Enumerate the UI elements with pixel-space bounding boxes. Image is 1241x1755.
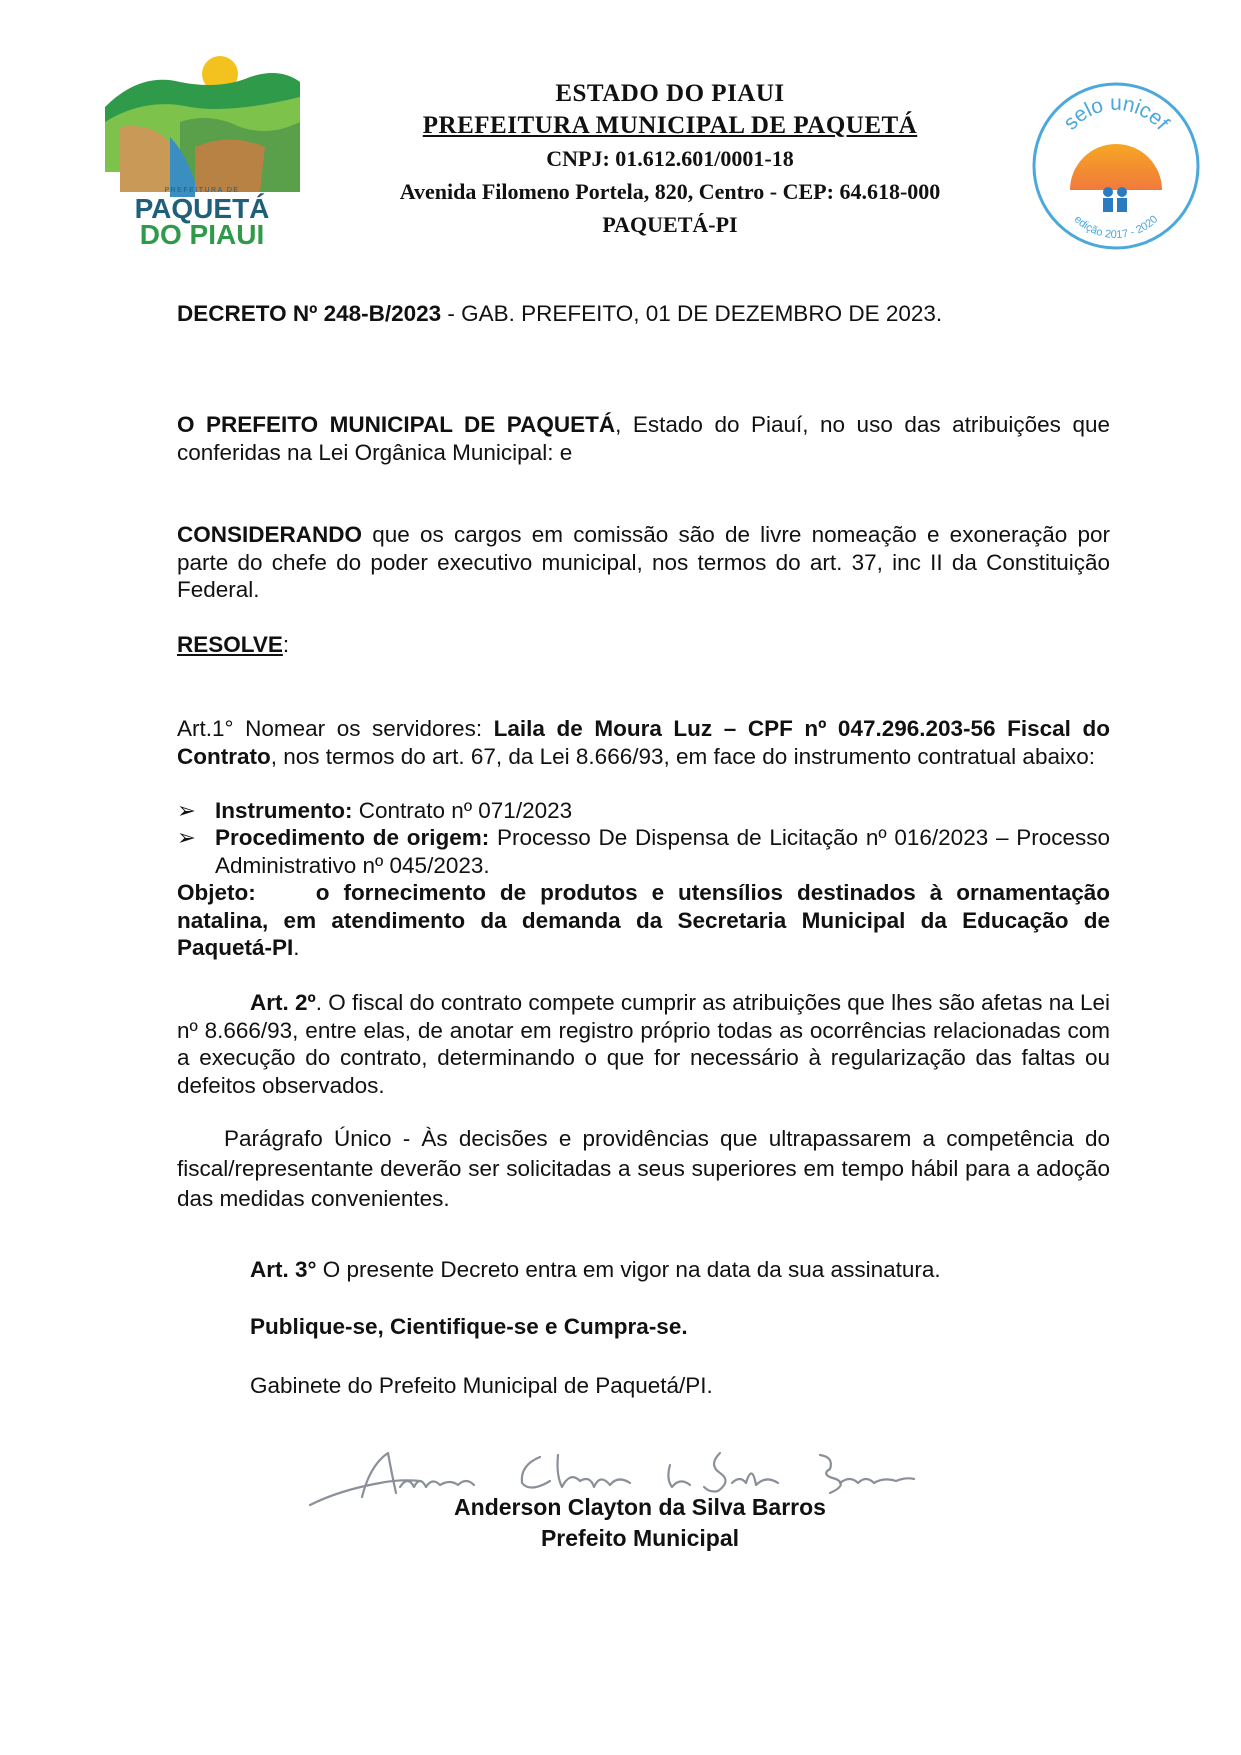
object-paragraph [177, 879, 1110, 962]
svg-text:PAQUETÁ: PAQUETÁ [134, 193, 270, 224]
address: Avenida Filomeno Portela, 820, Centro - CEP: 64.618-000 [399, 179, 941, 204]
publish-line: Publique-se, Cientifique-se e Cumpra-se. [250, 1314, 688, 1339]
resolve-heading [177, 631, 1110, 659]
cabinet-line: Gabinete do Prefeito Municipal de Paquetá/PI. [250, 1373, 713, 1398]
bullet-label: Instrumento: [215, 798, 353, 823]
intro-subject: O PREFEITO MUNICIPAL DE PAQUETÁ [177, 412, 616, 437]
cnpj: CNPJ: 01.612.601/0001-18 [546, 146, 794, 171]
prefecture-name: PREFEITURA MUNICIPAL DE PAQUETÁ [422, 112, 918, 139]
arrow-bullet-icon: ➢ [177, 825, 196, 850]
intro-text: , Estado do Piauí, no uso das atribuições que conferidas na Lei Orgânica Municipal: e [177, 412, 1110, 465]
paqueta-logo-icon [100, 52, 305, 257]
considering-paragraph [177, 521, 1110, 604]
bullet-instrument [177, 797, 1110, 825]
resolve-colon: : [282, 632, 290, 657]
svg-text:selo unicef: selo unicef [1059, 92, 1174, 135]
decree-date: - GAB. PREFEITO, 01 DE DEZEMBRO DE 2023. [441, 301, 943, 326]
object-label: Objeto: [177, 880, 256, 905]
bullet-text: Contrato nº 071/2023 [352, 798, 573, 823]
art2-text: . O fiscal do contrato compete cumprir as atribuições que lhes são afetas na Lei nº 8.666/93, entre elas, de anotar em registro próprio todas as ocorrências relacionadas com a execução do contrato, determinando o que for necessário à regularização das faltas ou defeitos observados. [177, 990, 1111, 1098]
art3-text: O presente Decreto entra em vigor na data da sua assinatura. [316, 1257, 941, 1282]
object-end: . [293, 935, 300, 960]
signer-role: Prefeito Municipal [540, 1525, 740, 1551]
article-1 [177, 715, 1110, 770]
art2-label: Art. 2º [250, 990, 316, 1015]
intro-paragraph [177, 411, 1110, 466]
city: PAQUETÁ-PI [602, 212, 738, 237]
art1-prefix: Art.1° Nomear os servidores: [177, 716, 494, 741]
art3-label: Art. 3° [250, 1257, 317, 1282]
art1-appointee: Laila de Moura Luz – CPF nº 047.296.203-56 Fiscal do Contrato [177, 716, 1110, 769]
signer-name: Anderson Clayton da Silva Barros [454, 1494, 826, 1520]
letterhead [330, 78, 1010, 241]
art1-text: , nos termos do art. 67, da Lei 8.666/93, em face do instrumento contratual abaixo: [270, 743, 1095, 769]
paragraph-unique: Parágrafo Único - Às decisões e providências que ultrapassarem a competência do fiscal/representante deverão ser solicitadas a seus superiores em tempo hábil para a adoção das medidas convenientes. [177, 1126, 1110, 1211]
considering-label: CONSIDERANDO [177, 522, 363, 547]
arrow-bullet-icon: ➢ [177, 798, 196, 823]
bullet-text: Processo De Dispensa de Licitação nº 016/2023 – Processo Administrativo nº 045/2023. [215, 825, 1111, 878]
article-2 [177, 989, 1110, 1099]
object-text: o fornecimento de produtos e utensílios destinados à ornamentação natalina, em atendimento da demanda da Secretaria Municipal da Educação de Paquetá-PI [177, 880, 1110, 960]
unicef-seal-icon [1030, 80, 1202, 252]
article-3 [250, 1256, 1110, 1284]
bullet-label: Procedimento de origem: [215, 825, 490, 850]
decree-number: DECRETO Nº 248-B/2023 [177, 301, 442, 326]
svg-text:PREFEITURA DE: PREFEITURA DE [164, 187, 240, 194]
state-name: ESTADO DO PIAUI [555, 80, 785, 107]
svg-text:edição 2017 - 2020: edição 2017 - 2020 [1071, 213, 1161, 242]
bullet-origin [177, 824, 1110, 879]
decree-title [177, 300, 1110, 328]
resolve-label: RESOLVE [177, 632, 283, 657]
svg-text:DO PIAUI: DO PIAUI [139, 219, 265, 250]
considering-text: que os cargos em comissão são de livre nomeação e exoneração por parte do chefe do poder executivo municipal, nos termos do art. 37, inc II da Constituição Federal. [177, 522, 1110, 602]
